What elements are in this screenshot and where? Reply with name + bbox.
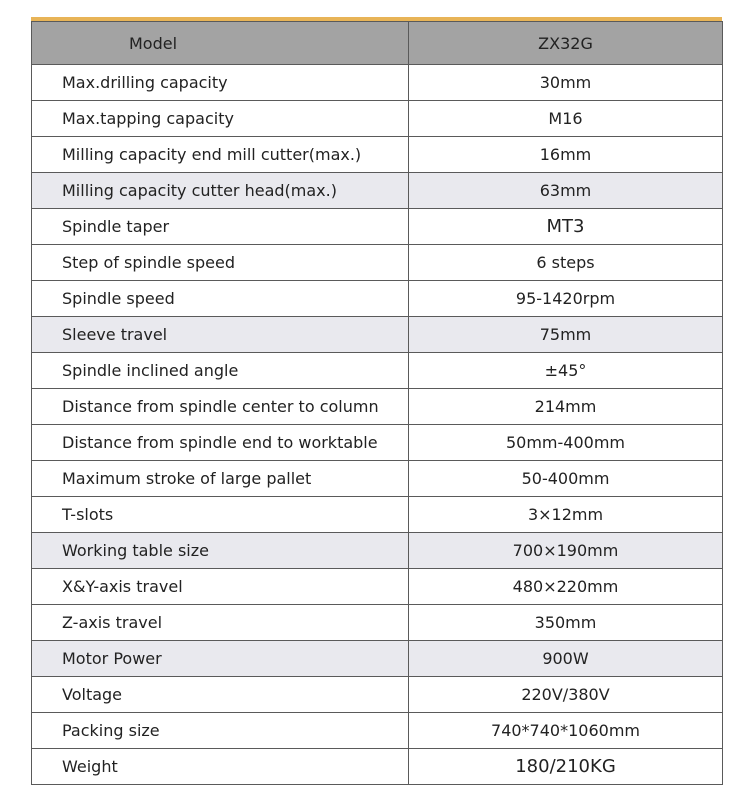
spec-value: MT3: [409, 209, 723, 245]
table-row: [32, 281, 723, 317]
table-row: [32, 569, 723, 605]
spec-value: 740*740*1060mm: [409, 713, 723, 749]
table-row: [32, 317, 723, 353]
spec-value: 50mm-400mm: [409, 425, 723, 461]
spec-value: 30mm: [409, 65, 723, 101]
table-row: [32, 389, 723, 425]
spec-value: 50-400mm: [409, 461, 723, 497]
header-model-value: ZX32G: [409, 22, 723, 65]
table-row: [32, 533, 723, 569]
spec-label: Spindle speed: [32, 281, 409, 317]
spec-table-container: [31, 17, 722, 785]
spec-label: Packing size: [32, 713, 409, 749]
table-row: [32, 353, 723, 389]
spec-value: 75mm: [409, 317, 723, 353]
spec-label: Max.tapping capacity: [32, 101, 409, 137]
spec-label: Motor Power: [32, 641, 409, 677]
spec-value: 3×12mm: [409, 497, 723, 533]
spec-value: 6 steps: [409, 245, 723, 281]
spec-label: X&Y-axis travel: [32, 569, 409, 605]
table-row: [32, 605, 723, 641]
table-row: [32, 749, 723, 785]
spec-value: 16mm: [409, 137, 723, 173]
spec-value: ±45°: [409, 353, 723, 389]
spec-label: Maximum stroke of large pallet: [32, 461, 409, 497]
spec-value: 480×220mm: [409, 569, 723, 605]
table-row: [32, 713, 723, 749]
spec-label: Spindle taper: [32, 209, 409, 245]
header-model-label: Model: [32, 22, 409, 65]
spec-value: 63mm: [409, 173, 723, 209]
table-row: [32, 137, 723, 173]
spec-label: Milling capacity end mill cutter(max.): [32, 137, 409, 173]
table-row: [32, 677, 723, 713]
table-header-row: [32, 22, 723, 65]
table-row: [32, 173, 723, 209]
table-row: [32, 425, 723, 461]
spec-label: Sleeve travel: [32, 317, 409, 353]
spec-value: 95-1420rpm: [409, 281, 723, 317]
spec-label: Step of spindle speed: [32, 245, 409, 281]
spec-label: T-slots: [32, 497, 409, 533]
spec-table: [31, 21, 723, 785]
spec-value: 700×190mm: [409, 533, 723, 569]
spec-value: 350mm: [409, 605, 723, 641]
spec-label: Distance from spindle end to worktable: [32, 425, 409, 461]
spec-label: Voltage: [32, 677, 409, 713]
spec-label: Spindle inclined angle: [32, 353, 409, 389]
table-row: [32, 65, 723, 101]
spec-label: Z-axis travel: [32, 605, 409, 641]
table-row: [32, 101, 723, 137]
table-row: [32, 209, 723, 245]
spec-label: Milling capacity cutter head(max.): [32, 173, 409, 209]
spec-value: M16: [409, 101, 723, 137]
table-row: [32, 245, 723, 281]
spec-value: 214mm: [409, 389, 723, 425]
spec-value: 220V/380V: [409, 677, 723, 713]
spec-value: 180/210KG: [409, 749, 723, 785]
table-row: [32, 461, 723, 497]
spec-label: Max.drilling capacity: [32, 65, 409, 101]
table-row: [32, 641, 723, 677]
table-row: [32, 497, 723, 533]
spec-label: Weight: [32, 749, 409, 785]
spec-value: 900W: [409, 641, 723, 677]
spec-label: Distance from spindle center to column: [32, 389, 409, 425]
spec-label: Working table size: [32, 533, 409, 569]
